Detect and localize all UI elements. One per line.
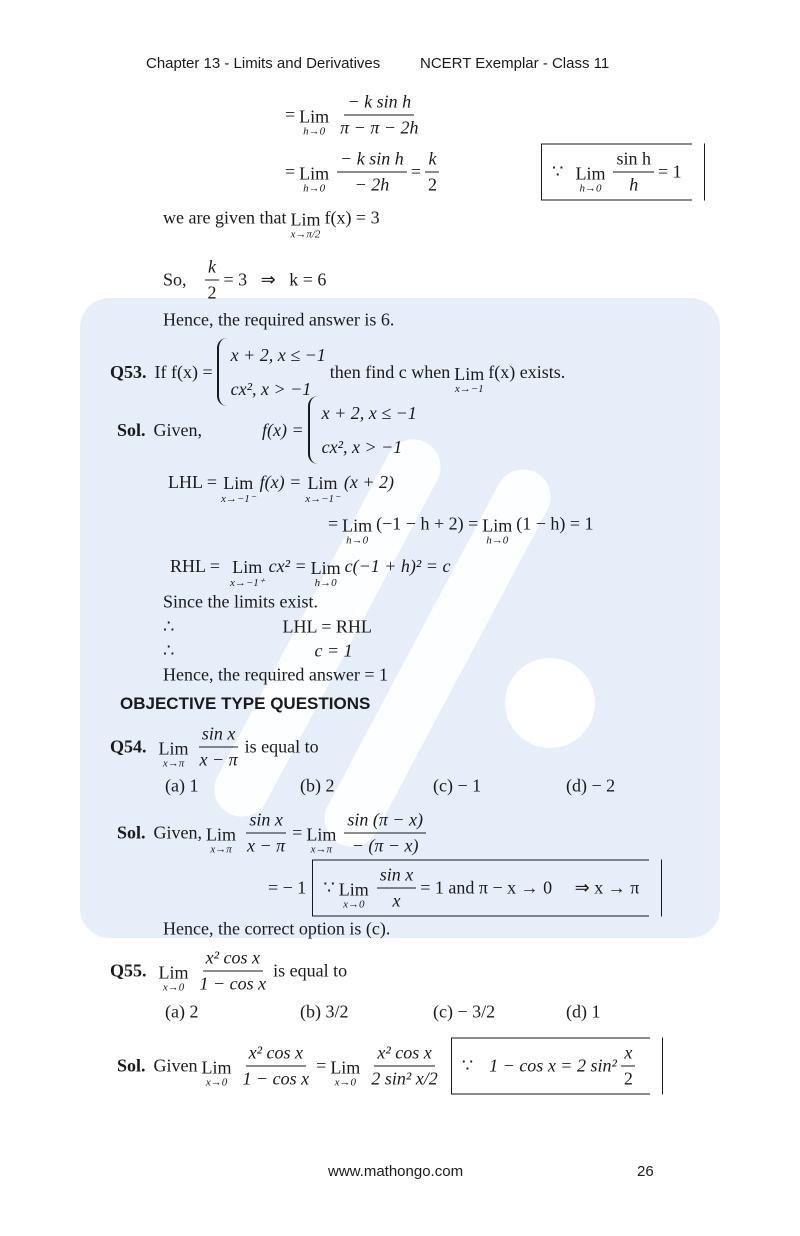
therefore-line <box>163 641 353 662</box>
math-part: x² cos x <box>246 1043 306 1067</box>
limit-operator <box>339 880 369 911</box>
option-d: (d) − 2 <box>566 775 616 796</box>
therefore-line <box>163 617 372 638</box>
math-part: Lim <box>206 824 237 845</box>
fraction <box>197 724 241 771</box>
math-part: Lim <box>482 515 513 536</box>
math-part: Q53. <box>110 361 147 382</box>
math-part: Lim <box>299 106 330 127</box>
text-line <box>163 203 380 241</box>
math-part: x→−1⁺ <box>229 577 265 589</box>
fraction <box>244 810 288 857</box>
option-d: (d) 1 <box>566 1001 601 1022</box>
math-part: then find c when <box>329 361 451 382</box>
math-part: x→0 <box>162 981 185 994</box>
option-b: (b) 3/2 <box>300 1001 349 1022</box>
math-part: f(x) exists. <box>488 361 566 382</box>
math-part: Lim <box>299 163 330 184</box>
math-part: 2 <box>623 1068 633 1089</box>
math-part <box>655 860 662 917</box>
math-part: = − 1 <box>268 877 307 898</box>
section-heading: OBJECTIVE TYPE QUESTIONS <box>120 694 371 713</box>
answer-line: Hence, the required answer = 1 <box>163 664 389 685</box>
math-part: = <box>285 104 296 125</box>
math-part: Lim <box>158 962 189 983</box>
limit-operator <box>230 557 265 589</box>
math-part: Lim <box>310 557 341 578</box>
math-part: is equal to <box>273 960 348 981</box>
limit-operator <box>299 164 329 195</box>
question-q54 <box>110 724 319 771</box>
math-part: ∵ <box>461 1055 474 1076</box>
math-part: (1 − h) = 1 <box>516 513 594 534</box>
limit-operator <box>330 1058 360 1089</box>
math-part: Lim <box>330 1057 361 1078</box>
math-part: Q55. <box>110 960 147 981</box>
math-part: Sol. <box>117 822 146 843</box>
math-part <box>656 1038 663 1095</box>
limit-operator <box>454 364 484 395</box>
solution-q54 <box>117 810 430 857</box>
math-part: 1 − cos x = 2 sin² <box>489 1055 617 1076</box>
math-part: f(x) = <box>259 471 302 492</box>
math-part: x <box>392 890 401 911</box>
math-part: = 3 ⇒ k = 6 <box>223 269 327 290</box>
math-part: So, <box>163 269 187 290</box>
math-part: 2 <box>207 282 217 303</box>
math-part: h→0 <box>486 534 509 547</box>
math-part: cx², x > −1 <box>321 437 403 457</box>
math-part: = <box>328 513 339 534</box>
math-part: If f(x) = <box>154 361 213 382</box>
math-part <box>698 144 705 201</box>
math-part: x + 2, x ≤ −1 <box>230 345 326 365</box>
option-c: (c) − 3/2 <box>433 1001 496 1022</box>
limit-operator <box>575 164 605 195</box>
math-part: x→π <box>310 843 333 856</box>
math-part: x→−1⁻ <box>305 493 340 505</box>
math-part: h <box>629 174 639 195</box>
math-part: f(x) = 3 <box>324 207 380 228</box>
math-part: − k sin h <box>344 92 414 116</box>
math-part: k <box>425 149 439 173</box>
page-number: 26 <box>637 1163 654 1180</box>
math-part: x + 2, x ≤ −1 <box>321 403 417 423</box>
rhl-line <box>170 550 451 589</box>
math-part: x − π <box>199 749 238 770</box>
option-a: (a) 2 <box>165 1001 199 1022</box>
limit-operator <box>305 473 340 505</box>
math-part: Lim <box>201 1057 232 1078</box>
math-part: Lim <box>454 363 485 384</box>
fraction <box>425 149 440 196</box>
option-b: (b) 2 <box>300 775 335 796</box>
math-part: − k sin h <box>337 149 407 173</box>
fraction <box>344 810 426 857</box>
math-part: we are given that <box>163 207 287 228</box>
math-part: RHL = <box>170 555 220 576</box>
math-part: LHL = <box>168 471 217 492</box>
math-part: f(x) = <box>262 419 304 440</box>
limit-operator <box>299 107 329 138</box>
fraction <box>621 1043 636 1090</box>
limit-operator <box>221 473 256 505</box>
equation-line <box>285 149 444 196</box>
math-part: Sol. <box>117 419 146 440</box>
math-part: c = 1 <box>314 640 353 661</box>
math-part: x <box>621 1043 635 1067</box>
math-part: h→0 <box>579 182 602 195</box>
math-part: k <box>205 257 219 281</box>
math-part: Lim <box>158 738 189 759</box>
math-part: = <box>292 822 303 843</box>
limit-operator <box>202 1058 232 1089</box>
limit-operator <box>342 516 372 547</box>
equation-line <box>285 92 425 139</box>
math-part: = 1 and π − x → 0 ⇒ x → π <box>420 877 640 898</box>
math-part: cx² = <box>268 555 307 576</box>
math-part: h→0 <box>314 576 337 589</box>
math-part: x→0 <box>205 1076 228 1089</box>
math-part: h→0 <box>346 534 369 547</box>
math-part: sin h <box>613 149 654 173</box>
math-part: sin x <box>246 810 286 834</box>
math-part: − 2h <box>354 174 390 195</box>
math-part: 1 − cos x <box>199 973 267 994</box>
math-part: sin (π − x) <box>344 810 426 834</box>
math-part: − (π − x) <box>351 835 419 856</box>
math-part: ∴ <box>163 640 175 661</box>
math-part: x→π <box>162 757 185 770</box>
math-part: = 1 <box>657 161 682 182</box>
math-part <box>451 1038 650 1095</box>
math-part: x→0 <box>334 1076 356 1089</box>
math-part: 2 sin² x/2 <box>371 1068 438 1089</box>
solution-q54-step <box>268 860 662 917</box>
fraction <box>377 865 417 912</box>
solution-q55 <box>117 1038 663 1095</box>
limit-operator <box>482 516 512 547</box>
answer-line: Hence, the required answer is 6. <box>163 309 395 330</box>
math-part: LHL = RHL <box>282 616 372 637</box>
text-line <box>163 257 326 304</box>
limit-operator <box>306 825 336 856</box>
math-part: 1 − cos x <box>242 1068 310 1089</box>
math-part: Lim <box>338 879 369 900</box>
watermark-dot <box>505 658 595 748</box>
math-part: x − π <box>247 835 286 856</box>
lhl-line-2 <box>328 509 594 547</box>
math-part: sin x <box>377 865 417 889</box>
limit-operator <box>290 210 320 241</box>
math-part: Sol. <box>117 1055 146 1076</box>
math-part: ∵ <box>552 161 564 182</box>
math-part: = <box>410 161 421 182</box>
fraction <box>205 257 220 304</box>
math-part <box>312 860 649 917</box>
text-line: Since the limits exist. <box>163 591 318 612</box>
math-part: is equal to <box>244 736 319 757</box>
math-part: c(−1 + h)² = c <box>344 555 451 576</box>
math-part: x→π/2 <box>290 228 321 241</box>
math-part: Lim <box>307 473 338 493</box>
option-a: (a) 1 <box>165 775 199 796</box>
math-part: ∴ <box>163 616 175 637</box>
math-part: x² cos x <box>203 948 263 972</box>
fraction <box>613 149 654 196</box>
fraction <box>337 149 407 196</box>
math-part: ∵ <box>323 877 335 898</box>
footer-site[interactable]: www.mathongo.com <box>328 1163 464 1180</box>
limit-operator <box>311 558 341 589</box>
math-part: Lim <box>290 209 321 230</box>
math-part: Lim <box>575 163 606 184</box>
question-q55 <box>110 948 347 995</box>
limit-operator <box>159 963 189 994</box>
fraction <box>337 92 421 139</box>
math-part <box>541 144 692 201</box>
math-part: Lim <box>342 515 373 536</box>
math-part: Lim <box>232 557 263 577</box>
solution-q53 <box>117 396 421 464</box>
math-part: Given <box>153 1055 198 1076</box>
header-chapter: Chapter 13 - Limits and Derivatives <box>146 55 381 72</box>
header-book: NCERT Exemplar - Class 11 <box>420 55 610 72</box>
fraction <box>368 1043 440 1090</box>
math-part: π − π − 2h <box>340 117 419 138</box>
math-part: x→−1 <box>454 382 484 395</box>
limit-operator <box>206 825 236 856</box>
math-part: sin x <box>199 724 239 748</box>
math-part: Lim <box>306 824 337 845</box>
math-part: (−1 − h + 2) = <box>376 513 479 534</box>
math-part: Q54. <box>110 736 147 757</box>
math-part: Given, <box>153 419 203 440</box>
option-c: (c) − 1 <box>433 775 482 796</box>
math-part <box>308 396 417 464</box>
fraction <box>197 948 270 995</box>
math-part: = <box>316 1055 327 1076</box>
math-part: h→0 <box>303 125 326 138</box>
math-part: Lim <box>223 473 254 493</box>
math-part: x→π <box>210 843 232 856</box>
math-part: x→−1⁻ <box>220 493 256 505</box>
math-part: (x + 2) <box>343 471 394 492</box>
limit-operator <box>159 739 189 770</box>
math-part: cx², x > −1 <box>230 379 312 399</box>
math-part: = <box>285 161 296 182</box>
lhl-line <box>168 466 394 505</box>
fraction <box>240 1043 313 1090</box>
math-part: 2 <box>427 174 437 195</box>
math-part: Given, <box>153 822 203 843</box>
math-part: x→0 <box>343 898 365 911</box>
answer-line: Hence, the correct option is (c). <box>163 918 391 939</box>
bracket-note <box>535 144 705 201</box>
math-part: x² cos x <box>374 1043 434 1067</box>
math-part: h→0 <box>303 182 326 195</box>
